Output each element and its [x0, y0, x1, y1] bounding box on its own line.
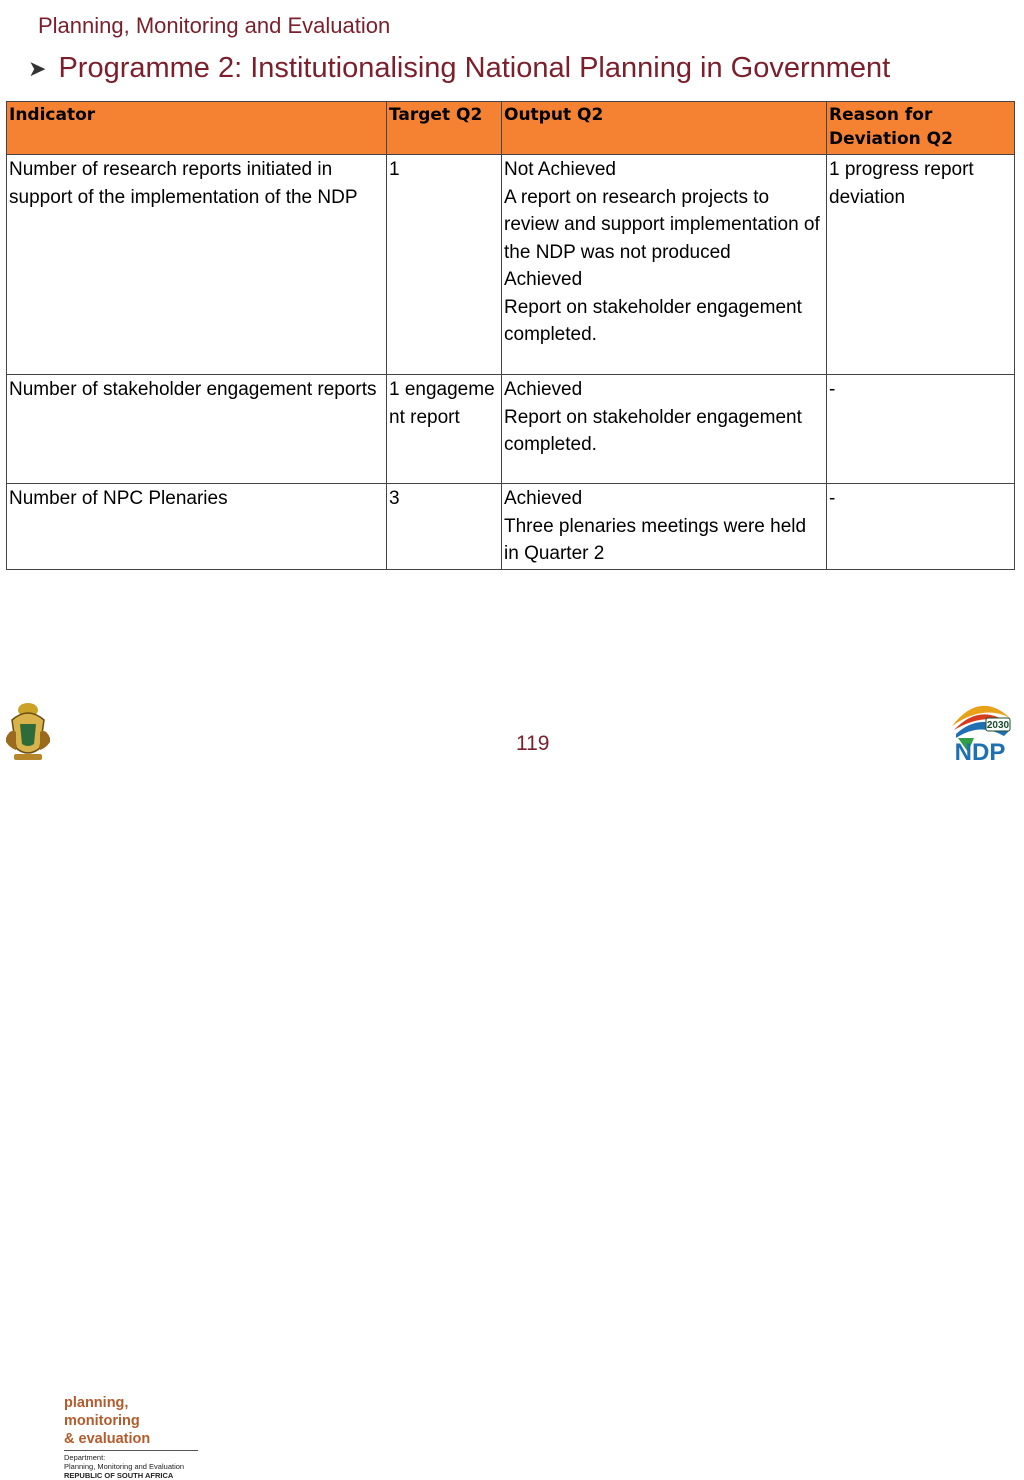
- column-header-target: Target Q2: [387, 102, 502, 155]
- output-line: Achieved: [504, 379, 583, 400]
- output-cell: [502, 484, 827, 570]
- output-line: Report on stakeholder engagement completed.: [504, 406, 802, 455]
- logo-line: Department:: [64, 1453, 106, 1462]
- department-logo: [2, 696, 202, 1480]
- column-header-reason: Reason for Deviation Q2: [827, 102, 1015, 155]
- logo-line: planning, monitoring: [64, 1395, 140, 1429]
- coat-of-arms-icon: [2, 698, 54, 766]
- page-number: 119: [516, 732, 550, 755]
- target-cell: 1 engagement report: [387, 375, 502, 484]
- reason-cell: -: [827, 484, 1015, 570]
- column-header-output: Output Q2: [502, 102, 827, 155]
- programme-title: Programme 2: Institutionalising National Planning in Government: [58, 52, 891, 84]
- table-row: [7, 484, 1015, 570]
- table-row: [7, 155, 1015, 375]
- section-title: Planning, Monitoring and Evaluation: [38, 13, 391, 38]
- reason-cell: 1 progress report deviation: [827, 155, 1015, 375]
- indicator-table: [6, 101, 1015, 570]
- ndp-2030-logo-icon: [944, 696, 1016, 764]
- table-header-row: [7, 102, 1015, 155]
- arrow-bullet-icon: ➤: [28, 55, 47, 81]
- logo-line: & evaluation: [64, 1431, 151, 1447]
- output-line: A report on research projects to review and support implementation of the NDP was not produced: [504, 186, 820, 263]
- output-line: Achieved: [504, 269, 583, 290]
- svg-text:2030: 2030: [986, 720, 1010, 731]
- column-header-indicator: Indicator: [7, 102, 387, 155]
- output-cell: [502, 375, 827, 484]
- indicator-cell: Number of stakeholder engagement reports: [7, 375, 387, 484]
- logo-line: Planning, Monitoring and Evaluation: [64, 1462, 185, 1471]
- indicator-cell: Number of research reports initiated in support of the implementation of the NDP: [7, 155, 387, 375]
- output-line: Achieved: [504, 488, 583, 509]
- divider: [64, 1450, 198, 1451]
- table-row: [7, 375, 1015, 484]
- target-cell: 1: [387, 155, 502, 375]
- logo-line: REPUBLIC OF SOUTH AFRICA: [64, 1471, 174, 1480]
- programme-heading: [28, 52, 890, 85]
- target-cell: 3: [387, 484, 502, 570]
- department-text: [64, 1394, 202, 1480]
- output-line: Report on stakeholder engagement completed.: [504, 296, 802, 345]
- output-line: Not Achieved: [504, 159, 616, 180]
- indicator-cell: Number of NPC Plenaries: [7, 484, 387, 570]
- output-line: Three plenaries meetings were held in Quarter 2: [504, 515, 807, 564]
- reason-cell: -: [827, 375, 1015, 484]
- output-cell: [502, 155, 827, 375]
- svg-text:NDP: NDP: [954, 739, 1006, 764]
